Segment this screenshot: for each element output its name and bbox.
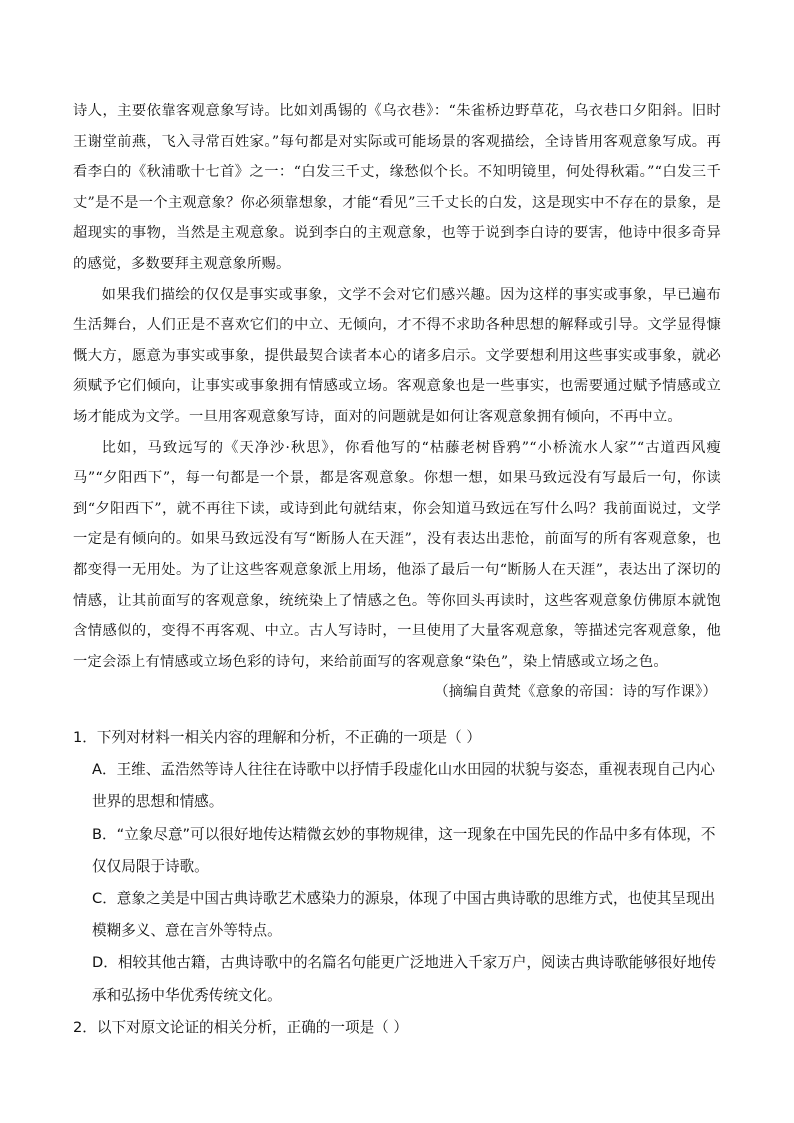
option-d: D．相较其他古籍，古典诗歌中的名篇名句能更广泛地进入千家万户，阅读古典诗歌能够很好地传承和弘扬中华优秀传统文化。 (92, 954, 717, 1004)
passage-paragraph: 如果我们描绘的仅仅是事实或事象，文学不会对它们感兴趣。因为这样的事实或事象，早已遍布生活舞台，人们正是不喜欢它们的中立、无倾向，才不得不求助各种思想的解释或引导。文学显得慷慨大方，愿意为事实或事象，提供最契合读者本心的诸多启示。文学要想利用这些事实或事象，就必须赋予它们倾向，让事实或事象拥有情感或立场。客观意象也是一些事实，也需要通过赋予情感或立场才能成为文学。一旦用客观意象写诗，面对的问题就是如何让客观意象拥有倾向，不再中立。 (73, 286, 721, 425)
option-c: C．意象之美是中国古典诗歌艺术感染力的源泉，体现了中国古典诗歌的思维方式，也使其呈现出模糊多义、意在言外等特点。 (92, 890, 716, 940)
question-1 (73, 722, 721, 1012)
passage-paragraph: 比如，马致远写的《天净沙·秋思》，你看他写的“枯藤老树昏鸦”“小桥流水人家”“古道西风瘦马”“夕阳西下”，每一句都是一个景，都是客观意象。你想一想，如果马致远没有写最后一句，你读到“夕阳西下”，就不再往下读，或诗到此句就结束，你会知道马致远在写什么吗？我前面说过，文学一定是有倾向的。如果马致远没有写“断肠人在天涯”，没有表达出悲怆，前面写的所有客观意象，也都变得一无用处。为了让这些客观意象派上用场，他添了最后一句“断肠人在天涯”，表达出了深切的情感，让其前面写的客观意象，统统染上了情感之色。等你回头再读时，这些客观意象仿佛原本就饱含情感似的，变得不再客观、中立。古人写诗时，一旦使用了大量客观意象，等描述完客观意象，他一定会添上有情感或立场色彩的诗句，来给前面写的客观意象“染色”，染上情感或立场之色。 (73, 439, 721, 670)
passage-paragraph: 诗人，主要依靠客观意象写诗。比如刘禹锡的《乌衣巷》：“朱雀桥边野草花，乌衣巷口夕阳斜。旧时王谢堂前燕，飞入寻常百姓家。”每句都是对实际或可能场景的客观描绘，全诗皆用客观意象写成。再看李白的《秋浦歌十七首》之一：“白发三千丈，缘愁似个长。不知明镜里，何处得秋霜。”“白发三千丈”是不是一个主观意象？你必须靠想象，才能“看见”三千丈长的白发，这是现实中不存在的景象，是超现实的事物，当然是主观意象。说到李白的主观意象，也等于说到李白诗的要害，他诗中很多奇异的感觉，多数要拜主观意象所赐。 (73, 103, 721, 272)
question-stem: 2．以下对原文论证的相关分析，正确的一项是（ ） (73, 1018, 408, 1036)
passage-source: （摘编自黄梵《意象的帝国：诗的写作课》） (434, 684, 717, 701)
reading-passage (73, 96, 721, 708)
option-a: A．王维、孟浩然等诗人往往在诗歌中以抒情手段虚化山水田园的状貌与姿态，重视表现自己内心世界的思想和情感。 (92, 761, 715, 811)
option-b: B．“立象尽意”可以很好地传达精微玄妙的事物规律，这一现象在中国先民的作品中多有体现，不仅仅局限于诗歌。 (92, 825, 716, 875)
question-stem: 1．下列对材料一相关内容的理解和分析，不正确的一项是（ ） (73, 729, 481, 746)
question-2 (73, 1012, 721, 1044)
question-list (73, 722, 721, 1044)
